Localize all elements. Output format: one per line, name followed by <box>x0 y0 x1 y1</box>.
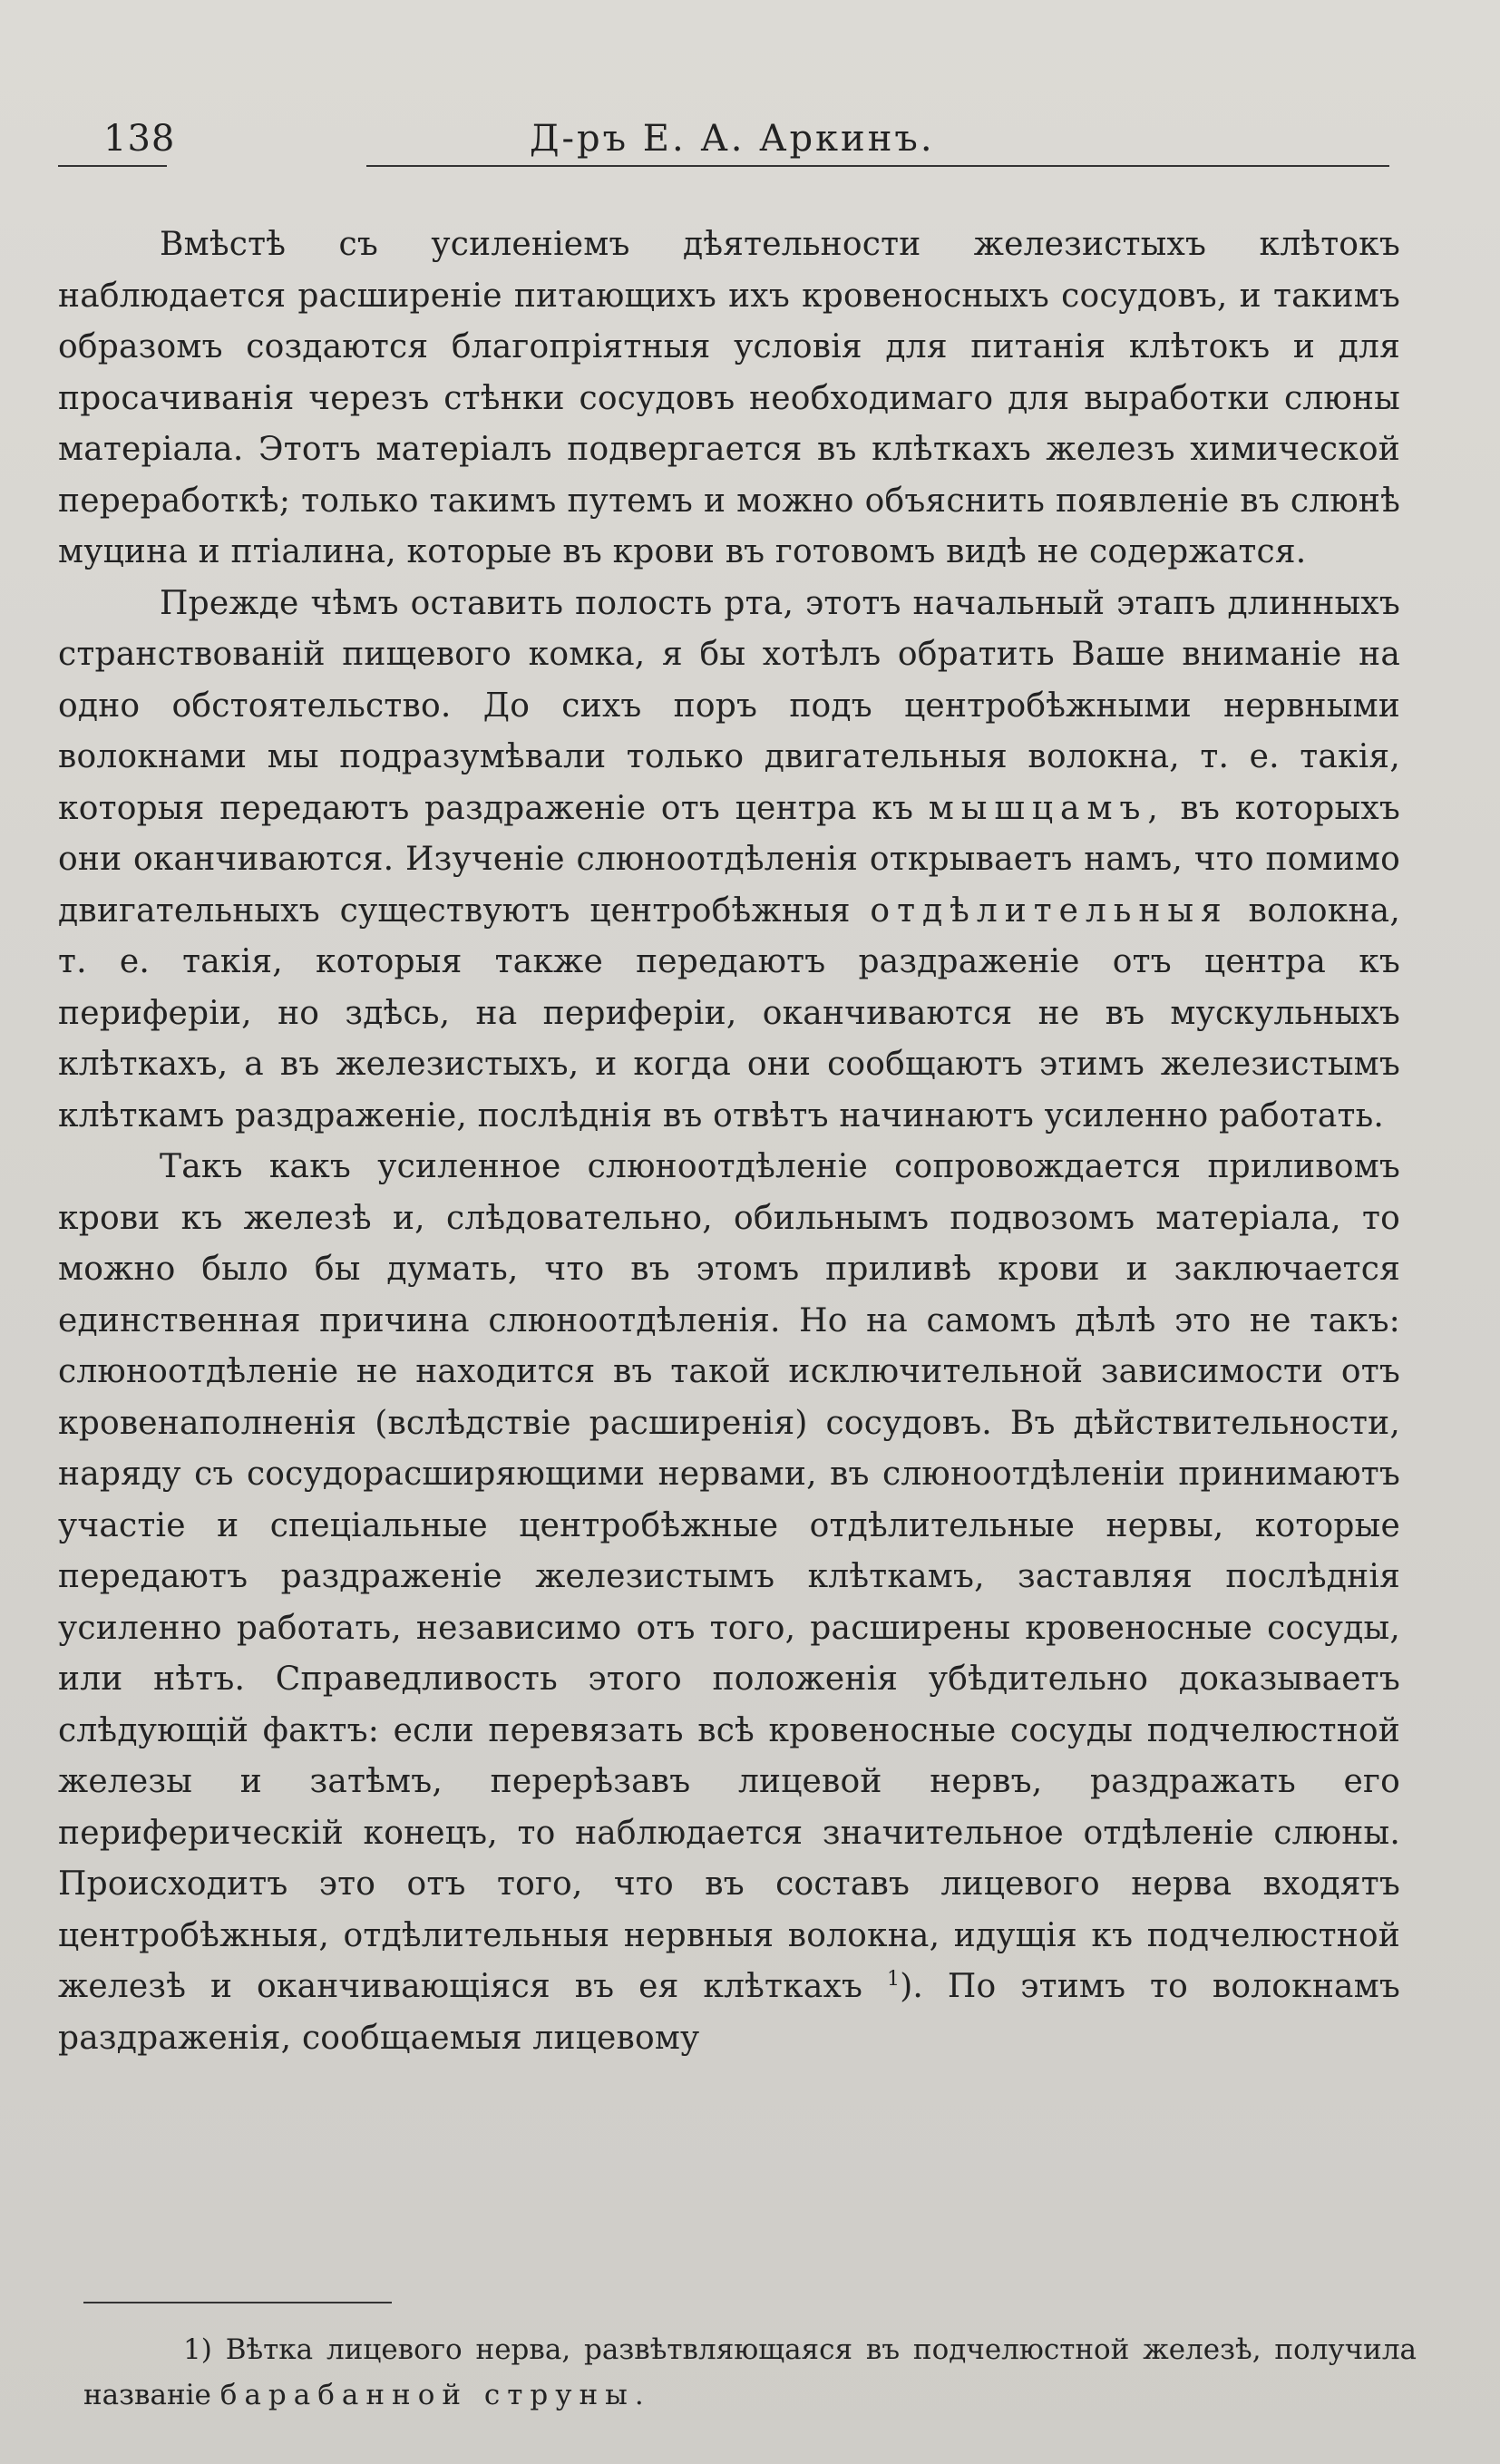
paragraph-1: Вмѣстѣ съ усиленіемъ дѣятельности железистыхъ клѣтокъ наблюдается расширеніе питающихъ ихъ кровеносныхъ сосудовъ, и такимъ образомъ создаются благопріятныя условія для питанія клѣтокъ и для просачиванія черезъ стѣнки сосудовъ необходимаго для выработки слюны матеріала. Этотъ матеріалъ подвергается въ клѣткахъ железъ химической переработкѣ; только такимъ путемъ и можно объяснить появленіе въ слюнѣ муцина и птіалина, которые въ крови въ готовомъ видѣ не содержатся. <box>58 226 1400 570</box>
header-rule-right <box>366 165 1389 167</box>
spaced-term-secretory: отдѣлительныя <box>870 891 1229 930</box>
footnote-text-a: Вѣтка лицевого нерва, развѣтвляющаяся въ подчелюстной железѣ, получила названіе <box>83 2333 1417 2411</box>
spaced-term-muscles: мышцамъ, <box>928 789 1165 827</box>
paragraph-2-part-a: Прежде чѣмъ оставить полость рта, этотъ начальный этапъ длинныхъ странствованій пищевого комка, я бы хотѣлъ обратить Ваше вниманіе на одно обстоятельство. До сихъ поръ подъ центробѣжными нервными волокнами мы подразумѣвали только двигательныя волокна, т. е. такія, которыя передаютъ раздраженіе отъ центра къ <box>58 584 1400 827</box>
page-number: 138 <box>103 118 176 160</box>
paragraph-2-part-b: въ которыхъ они оканчиваются. Изученіе слюноотдѣленія открываетъ намъ, что помимо двигательныхъ существуютъ центробѣжныя <box>58 789 1400 930</box>
page-header <box>58 109 1389 172</box>
paragraph-3 <box>58 1142 1400 2064</box>
paragraph-3-text: Такъ какъ усиленное слюноотдѣленіе сопровождается приливомъ крови къ железѣ и, слѣдовательно, обильнымъ подвозомъ матеріала, то можно было бы думать, что въ этомъ приливѣ крови и заключается единственная причина слюноотдѣленія. Но на самомъ дѣлѣ это не такъ: слюноотдѣленіе не находится въ такой исключительной зависимости отъ кровенаполненія (вслѣдствіе расширенія) сосудовъ. Въ дѣйствительности, наряду съ сосудорасширяющими нервами, въ слюноотдѣленіи принимаютъ участіе и спеціальные центробѣжные отдѣлительные нервы, которые передаютъ раздраженіе железистымъ клѣткамъ, заставляя послѣднія усиленно работать, независимо отъ того, расширены кровеносные сосуды, или нѣтъ. Справедливость этого положенія убѣдительно доказываетъ слѣдующій фактъ: если перевязать всѣ кровеносные сосуды подчелюстной железы и затѣмъ, перерѣзавъ лицевой нервъ, раздражать его периферическій конецъ, то наблюдается значительное отдѣленіе слюны. Происходитъ это отъ того, что въ составъ лицевого нерва входятъ центробѣжныя, отдѣлительныя нервныя волокна, идущія къ подчелюстной железѣ и оканчивающіяся въ ея клѣткахъ <box>58 1148 1400 2005</box>
paragraph-3-end: ). По этимъ то волокнамъ раздраженія, сообщаемыя лицевому <box>58 1968 1401 2057</box>
header-rule-left <box>58 165 167 167</box>
footnote <box>83 2327 1417 2418</box>
footnote-rule <box>83 2302 392 2303</box>
paragraph-2-part-c: волокна, т. е. такія, которыя также передаютъ раздраженіе отъ центра къ периферіи, но здѣсь, на периферіи, оканчиваются не въ мускульныхъ клѣткахъ, а въ железистыхъ, и когда они сообщаютъ этимъ железистымъ клѣткамъ раздраженіе, послѣднія въ отвѣтъ начинаютъ усиленно работать. <box>58 891 1400 1135</box>
footnote-text <box>83 2327 1417 2418</box>
paragraph-2 <box>58 579 1400 1143</box>
footnote-marker: 1) <box>183 2333 212 2366</box>
running-head: Д-ръ Е. А. Аркинъ. <box>530 118 935 160</box>
footnote-spaced-term: барабанной струны. <box>219 2379 651 2411</box>
body-text <box>58 219 1400 2064</box>
footnote-reference: 1 <box>886 1968 901 1991</box>
